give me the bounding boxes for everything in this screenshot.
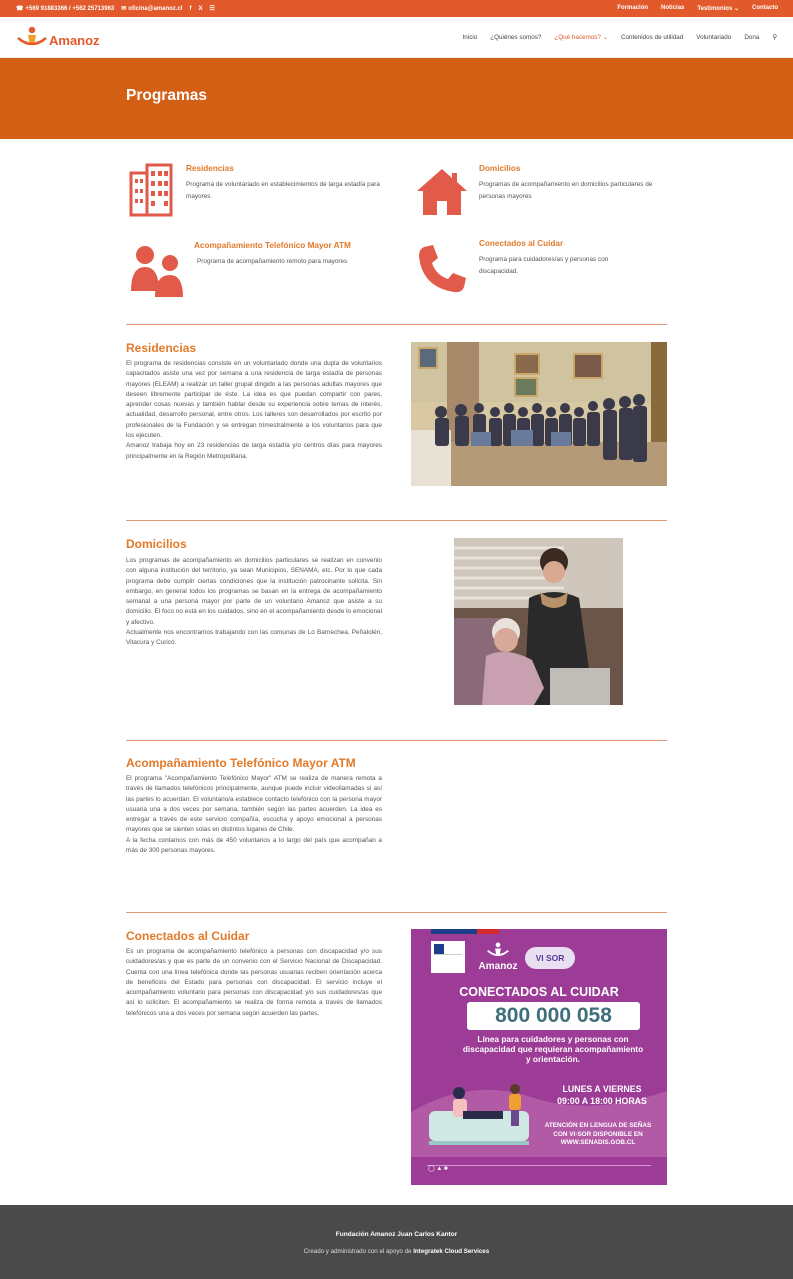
logo[interactable]: [17, 26, 100, 48]
visor-label: VI SOR: [535, 953, 565, 963]
facebook-icon[interactable]: f: [189, 5, 192, 12]
feature-title[interactable]: Conectados al Cuidar: [479, 239, 564, 248]
logo-text: Amanoz: [49, 32, 100, 48]
feature-desc: Programa para cuidadores/as y personas con discapacidad.: [479, 256, 609, 275]
feature-conectados: [479, 239, 639, 277]
conectados-poster: [411, 929, 667, 1185]
chevron-down-icon: ⌄: [602, 34, 608, 41]
topbar-email[interactable]: oficina@amanoz.cl: [128, 5, 183, 12]
divider: [126, 740, 667, 741]
phone-icon: ☎: [16, 6, 24, 12]
feature-desc: Programa de acompañamiento remoto para mayores: [197, 258, 348, 265]
instagram-icon: ◯: [428, 1166, 435, 1172]
topbar-phone[interactable]: +569 91883366 / +562 25713963: [25, 5, 115, 12]
nav-item-que-hacemos[interactable]: ¿Qué hacemos? ⌄: [554, 34, 608, 41]
top-bar: [0, 0, 793, 17]
poster-note: ATENCIÓN EN LENGUA DE SEÑAS CON VI-SOR DISPONIBLE EN WWW.SENADIS.GOB.CL: [544, 1122, 652, 1146]
poster-hours: 09:00 A 18:00 HORAS: [557, 1096, 647, 1106]
nav-item-quienes-somos[interactable]: ¿Quiénes somos?: [490, 34, 542, 41]
site-header: [0, 17, 793, 58]
footer-credits: [0, 1248, 793, 1255]
nav-item-voluntariado[interactable]: Voluntariado: [696, 34, 732, 41]
topbar-link-noticias[interactable]: Noticias: [661, 5, 685, 11]
section-text-residencias: El programa de residencias consiste en un voluntariado donde una dupla de voluntarios capacitados asiste una vez por semana a una residencia de larga estadía de personas mayores (ELEAM) a realizar un taller grupal dirigido a las personas adultas mayores que deseen libremente participar de éste. La idea es que puedan compartir con pares, aprender cosas nuevas y también hablar desde su experiencia sobre temas de interés, actualidad, desarrollo personal, entre otros. Los talleres son desarrollados por escrito por profesionales de la Fundación y se entregan trimestralmente a los voluntarios para que los ejecuten. Amanoz trabaja hoy en 23 residencias de larga estadía y/o centros días para mayores principalmente en la Región Metropolitana.: [126, 360, 382, 460]
visor-badge: [525, 947, 575, 969]
chevron-down-icon: ⌄: [733, 6, 739, 12]
main-nav: [463, 34, 777, 41]
nav-item-dona[interactable]: Dona: [744, 34, 760, 41]
feature-domicilios: [479, 164, 679, 202]
poster-social-icons: [428, 1165, 448, 1172]
building-icon: [129, 163, 173, 217]
facebook-icon: ■: [444, 1166, 448, 1172]
rss-icon[interactable]: ☰: [209, 6, 215, 12]
page-title: Programas: [126, 87, 207, 104]
domicilios-photo: [454, 538, 623, 705]
email-icon: ✉: [121, 6, 127, 12]
search-icon[interactable]: ⚲: [772, 34, 777, 41]
section-text-conectados: Es un programa de acompañamiento telefónico a personas con discapacidad y/o sus cuidadores/as y que es parte de un convenio con el Servicio Nacional de Discapacidad. Cuenta con una línea telefónica donde las personas usuarias reciben orientación acerca de beneficios del Estado para personas con discapacidad. El servicio incluye el acompañamiento voluntario para personas con discapacidad y/o sus cuidadores/as que así lo soliciten. El acompañamiento se realiza de forma remota a través de llamados telefónicos una a dos veces por semana según acuerden las partes.: [126, 948, 382, 1017]
people-icon: [129, 243, 185, 299]
poster-subtitle: Línea para cuidadores y personas con discapacidad que requieran acompañamiento y orientación.: [462, 1034, 644, 1064]
footer-org-name: Fundación Amanoz Juan Carlos Kantor: [335, 1231, 458, 1238]
poster-headline: CONECTADOS AL CUIDAR: [459, 985, 619, 999]
poster-brand: Amanoz: [478, 961, 518, 972]
feature-title[interactable]: Domicilios: [479, 164, 521, 173]
nav-item-contenidos[interactable]: Contenidos de utilidad: [620, 34, 684, 41]
twitter-icon: ▲: [436, 1166, 443, 1172]
logo-icon: [17, 26, 47, 48]
flag-bar-red: [477, 929, 499, 934]
footer-credits-text: Creado y administrado con el apoyo de: [303, 1248, 414, 1255]
phone-icon: [416, 243, 468, 295]
feature-atm: [194, 241, 394, 268]
poster-phone-box: [467, 1002, 640, 1030]
house-icon: [415, 167, 469, 217]
feature-desc: Programa de voluntariado en establecimientos de larga estadía para mayores: [186, 181, 380, 200]
topbar-link-contacto[interactable]: Contacto: [752, 5, 778, 11]
topbar-link-formacion[interactable]: Formación: [617, 5, 649, 11]
feature-residencias: [186, 164, 386, 202]
nav-item-inicio[interactable]: Inicio: [462, 34, 478, 41]
section-text-atm: El programa "Acompañamiento Telefónico Mayor" ATM se realiza de manera remota a través de llamados telefónicos principalmente, aunque puede incluir videollamadas si así las partes lo acuerdan. El voluntario/a establece contacto telefónico con la persona mayor usuaria una a dos veces por semana, también según las partes acuerden. La idea es entregar a través de este servicio compañía, escucha y apoyo emocional a personas mayores que se sienten solas en distintos lugares de Chile. A la fecha contamos con más de 450 voluntarios a lo largo del país que acompañan a más de 300 personas mayores.: [126, 775, 382, 855]
divider: [126, 324, 667, 325]
poster-days: LUNES A VIERNES: [562, 1084, 642, 1094]
section-text-domicilios: Los programas de acompañamiento en domicilios particulares se realizan en convenio con alguna institución del territorio, ya sean Municipios, SENAMA, etc. Por lo que cada programa debe cumplir ciertas condiciones que la institución patrocinante solicita. Sin embargo, en general todos los programas se basan en la entrega de acompañamiento semanal a una persona mayor por parte de un voluntario Amanoz que asiste a su domicilio. El foco no está en los cuidados, sino en el acompañamiento desde lo emocional y afectivo. Actualmente nos encontramos trabajando con las comunas de Lo Barnechea, Peñalolén, Vitacura y Curicó.: [126, 557, 382, 647]
hero-banner: [0, 58, 793, 139]
flag-bar-blue: [431, 929, 477, 934]
residencias-group-photo: [411, 342, 667, 486]
poster-logo-icon: [487, 941, 509, 959]
x-icon[interactable]: X: [198, 5, 203, 12]
footer: [0, 1205, 793, 1279]
topbar-link-testimonios[interactable]: Testimonios ⌄: [697, 6, 739, 12]
divider: [126, 912, 667, 913]
section-title-conectados: Conectados al Cuidar: [126, 929, 250, 943]
gov-logo: [431, 941, 465, 973]
footer-credits-link[interactable]: Integratek Cloud Services: [413, 1248, 490, 1255]
poster-phone: 800 000 058: [495, 1004, 612, 1027]
divider: [126, 520, 667, 521]
section-title-residencias: Residencias: [126, 341, 197, 355]
section-title-atm: Acompañamiento Telefónico Mayor ATM: [126, 756, 356, 770]
feature-title[interactable]: Acompañamiento Telefónico Mayor ATM: [194, 241, 351, 250]
poster-divider: [427, 1165, 651, 1166]
feature-desc: Programas de acompañamiento en domicilios particulares de personas mayores: [479, 181, 653, 200]
feature-title[interactable]: Residencias: [186, 164, 234, 173]
section-title-domicilios: Domicilios: [126, 537, 187, 551]
